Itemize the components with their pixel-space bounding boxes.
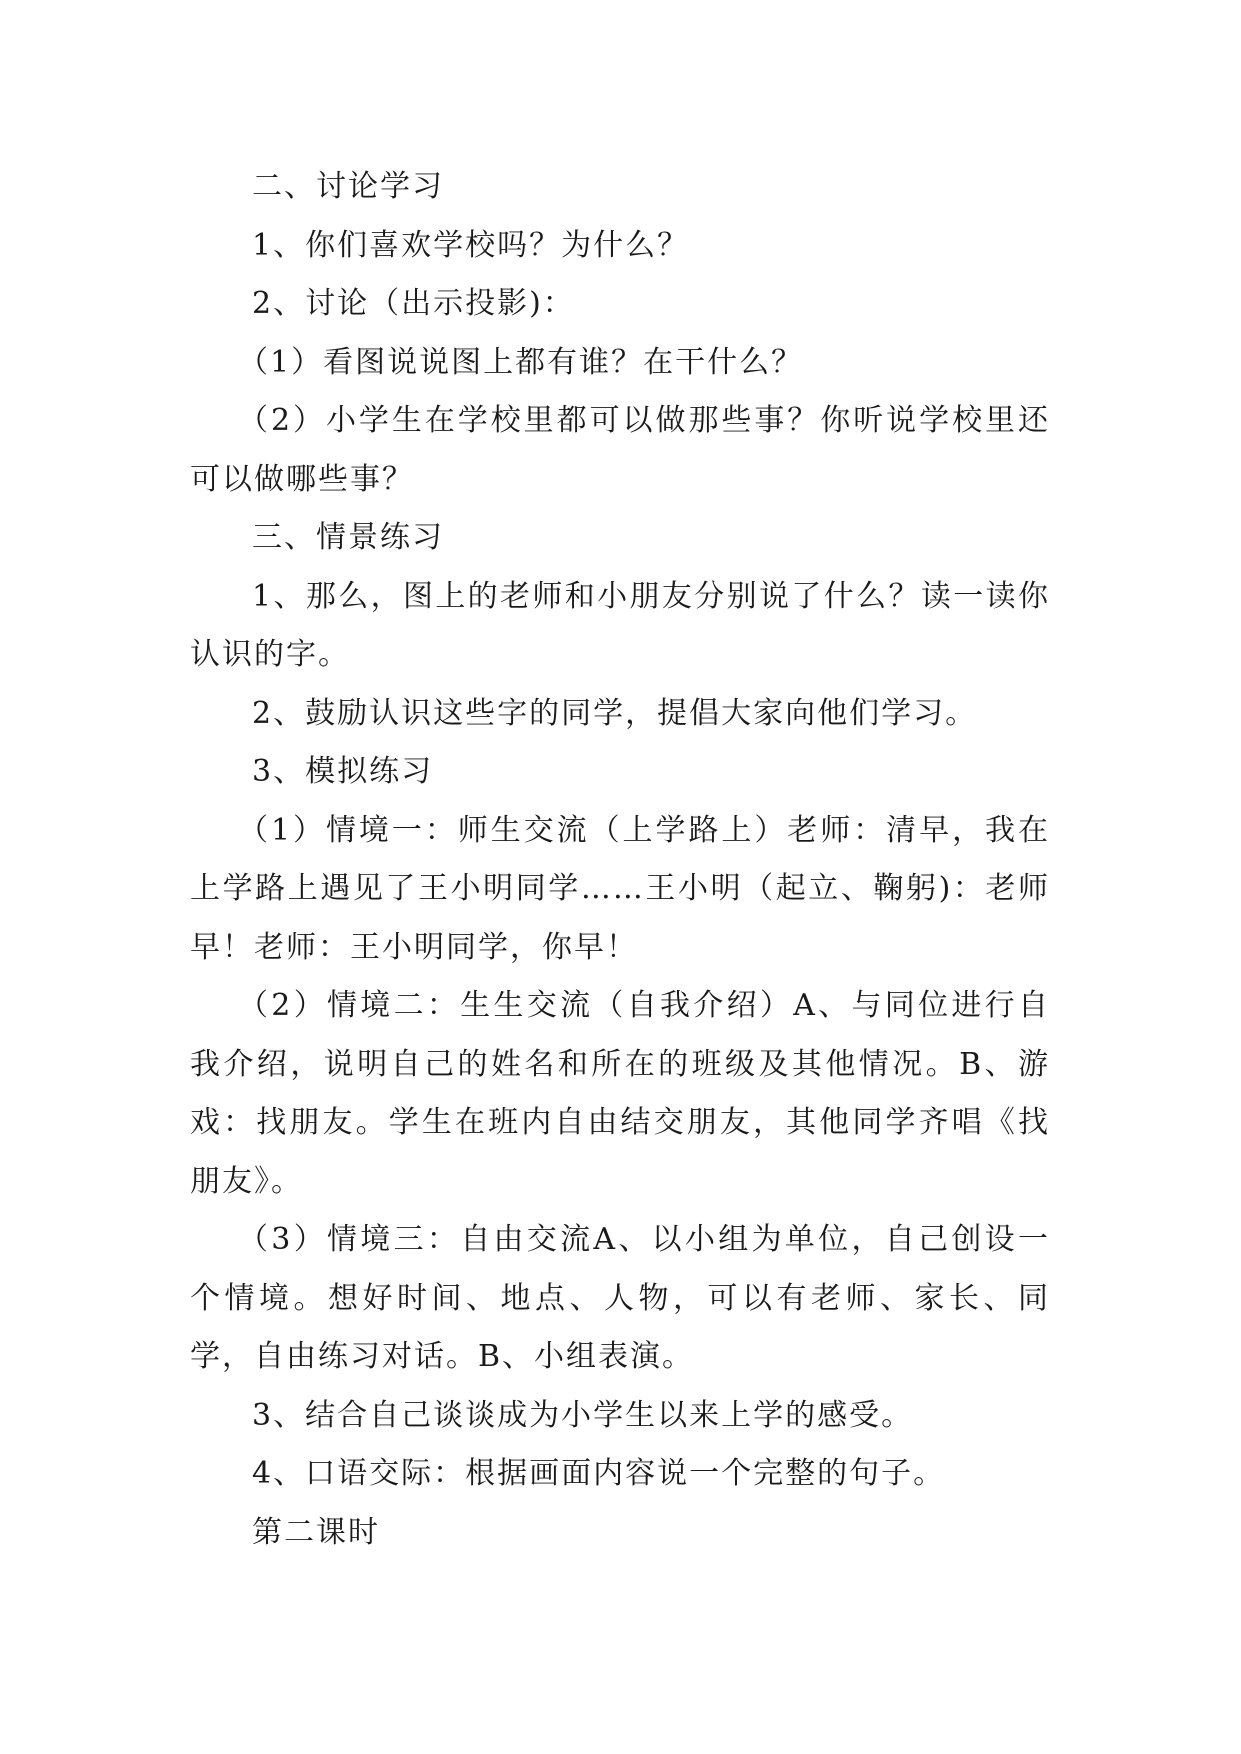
section-heading-second-lesson: 第二课时	[252, 1514, 380, 1550]
paragraph: 4、口语交际：根据画面内容说一个完整的句子。	[252, 1456, 946, 1491]
paragraph: 1、你们喜欢学校吗？为什么？	[252, 227, 690, 263]
paragraph: 1、那么，图上的老师和小朋友分别说了什么？读一读你认识的字。	[190, 578, 1050, 672]
paragraph: 3、模拟练习	[252, 754, 434, 789]
section-heading-scenario-practice: 三、情景练习	[252, 520, 444, 555]
paragraph: （2）情境二：生生交流（自我介绍）A、与同位进行自我介绍，说明自己的姓名和所在的班级及其他情况。B、游戏：找朋友。学生在班内自由结交朋友，其他同学齐唱《找朋友》。	[190, 988, 1050, 1199]
paragraph: （2）小学生在学校里都可以做那些事？你听说学校里还可以做哪些事？	[190, 403, 1050, 497]
section-heading-discussion: 二、讨论学习	[252, 169, 444, 204]
paragraph: （3）情境三：自由交流A、以小组为单位，自己创设一个情境。想好时间、地点、人物，可以有老师、家长、同学，自由练习对话。B、小组表演。	[190, 1222, 1050, 1374]
paragraph: 2、讨论（出示投影)：	[252, 286, 575, 321]
document-body	[190, 158, 1050, 1562]
paragraph: 2、鼓励认识这些字的同学，提倡大家向他们学习。	[252, 695, 978, 731]
paragraph: （1）看图说说图上都有谁？在干什么？	[238, 344, 804, 380]
paragraph: （1）情境一：师生交流（上学路上）老师：清早，我在上学路上遇见了王小明同学……王小明（起立、鞠躬)：老师早！老师：王小明同学，你早！	[190, 812, 1050, 965]
paragraph: 3、结合自己谈谈成为小学生以来上学的感受。	[252, 1397, 914, 1433]
